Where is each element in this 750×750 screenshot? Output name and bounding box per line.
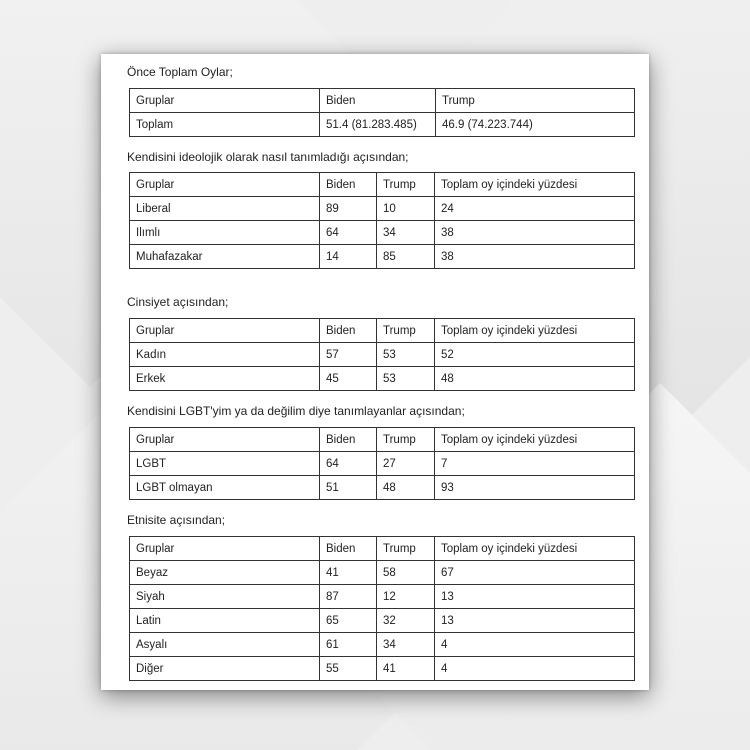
table-row	[130, 609, 635, 633]
table-cell: 10	[377, 197, 435, 221]
header-cell: Biden	[320, 428, 377, 452]
table-cell: Latin	[130, 609, 320, 633]
table-cell: Diğer	[130, 657, 320, 681]
header-cell: Trump	[377, 537, 435, 561]
table-cell: 51	[320, 476, 377, 500]
header-cell: Gruplar	[130, 428, 320, 452]
table-cell: 12	[377, 585, 435, 609]
table-ideology	[129, 172, 635, 269]
header-cell: Toplam oy içindeki yüzdesi	[435, 428, 635, 452]
table-cell: 64	[320, 221, 377, 245]
table-total-votes	[129, 88, 635, 137]
header-cell: Gruplar	[130, 173, 320, 197]
table-cell: 41	[377, 657, 435, 681]
table-cell: 87	[320, 585, 377, 609]
header-cell: Biden	[320, 537, 377, 561]
table-row	[130, 585, 635, 609]
table-header-row	[130, 428, 635, 452]
table-cell: 7	[435, 452, 635, 476]
table-cell: 27	[377, 452, 435, 476]
table-cell: 34	[377, 221, 435, 245]
table-cell: 89	[320, 197, 377, 221]
table-cell: Ilımlı	[130, 221, 320, 245]
table-cell: 24	[435, 197, 635, 221]
table-cell: Erkek	[130, 367, 320, 391]
table-cell: 48	[377, 476, 435, 500]
table-cell: 53	[377, 367, 435, 391]
table-cell: 41	[320, 561, 377, 585]
section-heading-ideology: Kendisini ideolojik olarak nasıl tanımladığı açısından;	[127, 150, 409, 164]
table-row	[130, 452, 635, 476]
header-cell: Trump	[377, 173, 435, 197]
table-cell: Kadın	[130, 343, 320, 367]
section-heading-gender: Cinsiyet açısından;	[127, 295, 229, 309]
table-row	[130, 245, 635, 269]
table-cell: 64	[320, 452, 377, 476]
header-cell: Gruplar	[130, 537, 320, 561]
table-cell: 38	[435, 221, 635, 245]
header-cell: Trump	[377, 428, 435, 452]
table-cell: 14	[320, 245, 377, 269]
section-heading-lgbt: Kendisini LGBT'yim ya da değilim diye tanımlayanlar açısından;	[127, 404, 465, 418]
table-cell: 61	[320, 633, 377, 657]
table-row	[130, 367, 635, 391]
table-cell: 4	[435, 633, 635, 657]
table-cell: 13	[435, 585, 635, 609]
table-gender	[129, 318, 635, 391]
table-cell: 38	[435, 245, 635, 269]
table-cell: LGBT olmayan	[130, 476, 320, 500]
header-cell: Toplam oy içindeki yüzdesi	[435, 173, 635, 197]
table-cell: Asyalı	[130, 633, 320, 657]
table-header-row	[130, 89, 635, 113]
table-cell: 58	[377, 561, 435, 585]
table-cell: Liberal	[130, 197, 320, 221]
header-cell: Gruplar	[130, 319, 320, 343]
table-cell: 13	[435, 609, 635, 633]
table-lgbt	[129, 427, 635, 500]
table-header-row	[130, 173, 635, 197]
table-row	[130, 343, 635, 367]
table-cell: 57	[320, 343, 377, 367]
table-ethnicity	[129, 536, 635, 681]
table-header-row	[130, 537, 635, 561]
table-cell: 46.9 (74.223.744)	[436, 113, 635, 137]
table-cell: 85	[377, 245, 435, 269]
table-row	[130, 197, 635, 221]
header-cell: Toplam oy içindeki yüzdesi	[435, 537, 635, 561]
header-cell: Trump	[377, 319, 435, 343]
header-cell: Trump	[436, 89, 635, 113]
table-cell: 53	[377, 343, 435, 367]
section-heading-total: Önce Toplam Oylar;	[127, 65, 233, 79]
table-cell: 34	[377, 633, 435, 657]
header-cell: Biden	[320, 173, 377, 197]
document-page	[101, 54, 649, 690]
table-cell: 67	[435, 561, 635, 585]
table-row	[130, 221, 635, 245]
table-cell: LGBT	[130, 452, 320, 476]
table-cell: 32	[377, 609, 435, 633]
table-row	[130, 476, 635, 500]
table-cell: 93	[435, 476, 635, 500]
table-cell: Siyah	[130, 585, 320, 609]
table-row	[130, 561, 635, 585]
section-heading-ethnicity: Etnisite açısından;	[127, 513, 226, 527]
table-cell: 51.4 (81.283.485)	[320, 113, 436, 137]
table-cell: 65	[320, 609, 377, 633]
table-header-row	[130, 319, 635, 343]
table-cell: 4	[435, 657, 635, 681]
table-cell: Beyaz	[130, 561, 320, 585]
header-cell: Toplam oy içindeki yüzdesi	[435, 319, 635, 343]
table-cell: 55	[320, 657, 377, 681]
table-cell: Toplam	[130, 113, 320, 137]
table-cell: 45	[320, 367, 377, 391]
table-cell: 52	[435, 343, 635, 367]
header-cell: Biden	[320, 89, 436, 113]
table-row	[130, 633, 635, 657]
table-row	[130, 113, 635, 137]
table-cell: 48	[435, 367, 635, 391]
header-cell: Biden	[320, 319, 377, 343]
header-cell: Gruplar	[130, 89, 320, 113]
table-cell: Muhafazakar	[130, 245, 320, 269]
table-row	[130, 657, 635, 681]
